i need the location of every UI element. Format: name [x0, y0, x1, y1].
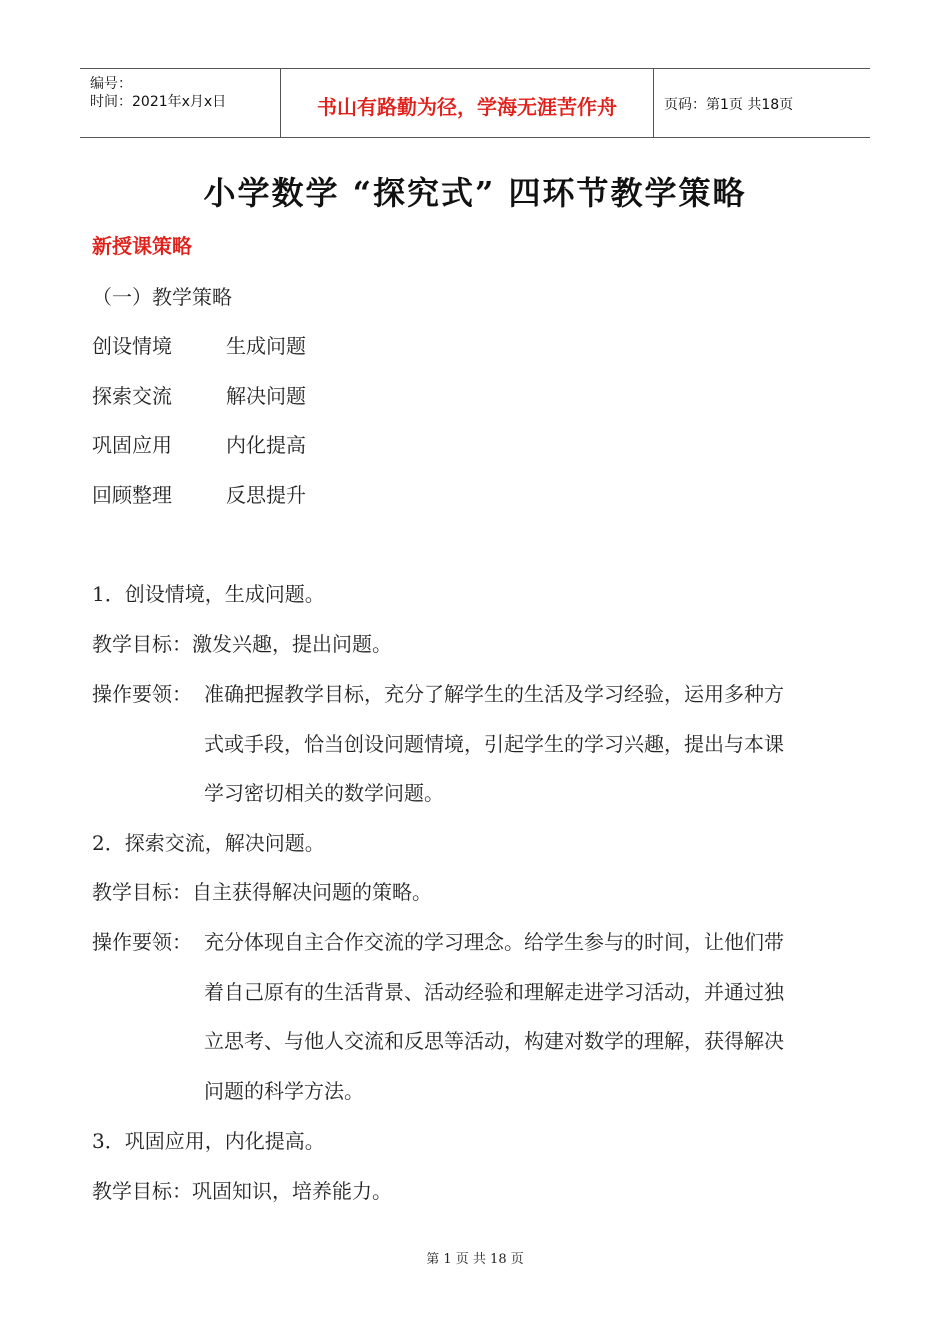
step-points-line: 式或手段，恰当创设问题情境，引起学生的学习兴趣，提出与本课	[204, 732, 784, 756]
step-heading: 2．探索交流，解决问题。	[92, 831, 325, 855]
header-motto-cell	[281, 69, 654, 137]
strategy-left: 回顾整理	[92, 483, 172, 507]
section-heading: 新授课策略	[92, 234, 192, 258]
number-label: 编号：	[90, 76, 132, 92]
step-points-label: 操作要领：	[92, 682, 192, 706]
step-points-line: 充分体现自主合作交流的学习理念。给学生参与的时间，让他们带	[204, 930, 784, 954]
strategy-right: 生成问题	[226, 334, 306, 358]
time-label: 时间：2021年x月x日	[90, 94, 227, 110]
strategy-left: 创设情境	[92, 334, 172, 358]
page-footer: 第 1 页 共 18 页	[426, 1252, 524, 1267]
strategy-right: 解决问题	[226, 384, 306, 408]
step-points-line: 准确把握教学目标，充分了解学生的生活及学习经验，运用多种方	[204, 682, 784, 706]
step-heading: 3．巩固应用，内化提高。	[92, 1129, 325, 1153]
strategy-right: 内化提高	[226, 433, 306, 457]
page-label: 页码：第1页 共18页	[664, 97, 794, 113]
document-title: 小学数学 “探究式” 四环节教学策略	[203, 174, 747, 212]
header-meta-cell	[80, 69, 281, 137]
step-points-label: 操作要领：	[92, 930, 192, 954]
page-header	[80, 68, 870, 138]
step-heading: 1．创设情境，生成问题。	[92, 582, 325, 606]
strategy-left: 巩固应用	[92, 433, 172, 457]
strategy-left: 探索交流	[92, 384, 172, 408]
header-page-cell	[654, 69, 870, 137]
step-points-line: 问题的科学方法。	[204, 1079, 364, 1103]
step-points-line: 着自己原有的生活背景、活动经验和理解走进学习活动，并通过独	[204, 980, 784, 1004]
step-goal: 教学目标：自主获得解决问题的策略。	[92, 880, 432, 904]
step-points-line: 学习密切相关的数学问题。	[204, 781, 444, 805]
step-goal: 教学目标：激发兴趣，提出问题。	[92, 632, 392, 656]
step-goal: 教学目标：巩固知识，培养能力。	[92, 1179, 392, 1203]
step-points-line: 立思考、与他人交流和反思等活动，构建对数学的理解，获得解决	[204, 1029, 784, 1053]
strategy-right: 反思提升	[226, 483, 306, 507]
motto: 书山有路勤为径，学海无涯苦作舟	[317, 95, 617, 119]
subsection-heading: （一）教学策略	[92, 285, 232, 309]
